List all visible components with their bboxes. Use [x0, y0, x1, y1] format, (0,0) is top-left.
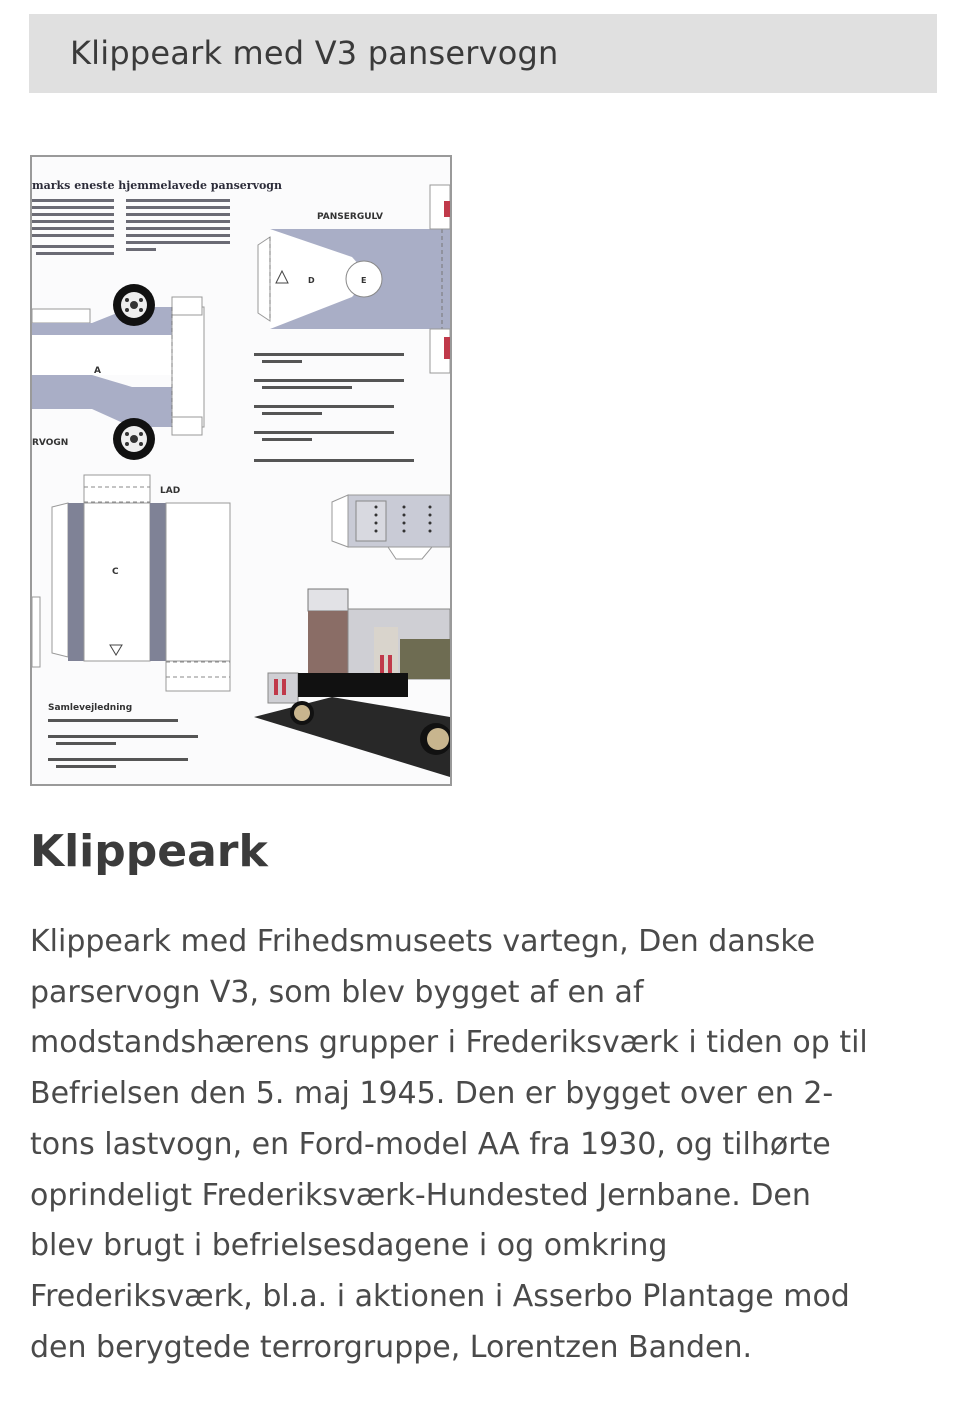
assembly-title: Samlevejledning [48, 703, 133, 713]
svg-text:D: D [308, 276, 315, 285]
wheel-icon [113, 418, 155, 460]
cutout-sheet-illustration [32, 157, 450, 784]
body-line: modstandshærens grupper i Frederiksværk i tiden op til [30, 1025, 868, 1061]
body-line: parservogn V3, som blev bygget af en af [30, 974, 644, 1010]
body-line: Klippeark med Frihedsmuseets vartegn, Den danske [30, 924, 816, 959]
svg-text:C: C [112, 567, 119, 577]
body-line: Befrielsen den 5. maj 1945. Den er bygget over en 2- [30, 1076, 834, 1112]
body-line: blev brugt i befrielsesdagene i og omkring [30, 1228, 668, 1264]
body-line: Frederiksværk, bl.a. i aktionen i Asserbo Plantage mod [30, 1278, 850, 1314]
svg-text:LAD: LAD [160, 486, 181, 496]
title-bar [29, 14, 937, 93]
svg-text:A: A [94, 366, 101, 376]
sheet-headline: marks eneste hjemmelavede panservogn [32, 179, 282, 192]
wheel-icon [113, 284, 155, 326]
body-line: den berygtede terrorgruppe, Lorentzen Banden. [30, 1329, 753, 1365]
svg-text:RVOGN: RVOGN [32, 438, 69, 448]
product-image[interactable] [30, 155, 452, 786]
body-line: tons lastvogn, en Ford-model AA fra 1930, og tilhørte [30, 1126, 831, 1162]
section-heading: Klippeark [30, 826, 268, 877]
page-title: Klippeark med V3 panservogn [70, 33, 559, 72]
body-line: oprindeligt Frederiksværk-Hundested Jernbane. Den [30, 1177, 811, 1213]
svg-text:PANSERGULV: PANSERGULV [317, 212, 383, 222]
article-body [30, 917, 940, 1373]
svg-text:E: E [361, 276, 367, 285]
